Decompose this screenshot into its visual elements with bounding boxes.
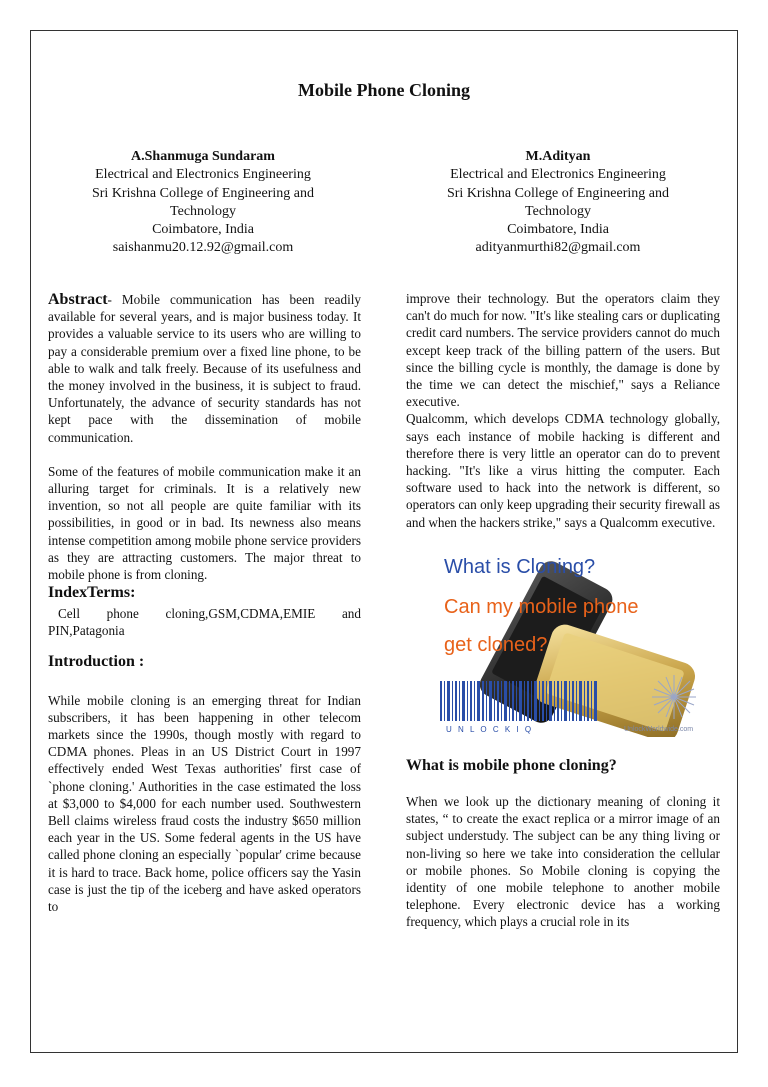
right-column-bottom: [406, 756, 720, 931]
author-dept: Electrical and Electronics Engineering: [95, 167, 311, 183]
right-paragraph-1: improve their technology. But the operators claim they can't do much for now. "It's like stealing cars or duplicating credit card numbers. The service providers cannot do much except keep track of the billing pattern of the users. But since the billing cycle is monthly, the damage is done by the time we can detect the mischief," says a Reliance executive.: [406, 291, 720, 410]
watermark-text: UnlockWorldwide.com: [624, 726, 694, 733]
index-terms-heading: IndexTerms:: [48, 584, 136, 602]
abstract-label: Abstract: [48, 291, 108, 308]
introduction-text: While mobile cloning is an emerging threat for Indian subscribers, it has been happening in other telecom markets since the 1990s, though mostly with regard to CDMA phones. Pleas in an US District Court in 1997 effectively ended West Texas authorities' first case of `phone cloning.' Authorities in the case estimated the loss at $3,000 to $4,000 for each number used. Southwestern Bell claims wireless fraud costs the industry $650 million each year in the US. Some federal agents in the US have called phone cloning an especially `popular' crime because it is hard to trace. Back home, police officers say the Yasin case is just the tip of the iceberg and have asked operators to: [48, 692, 361, 915]
abstract-text: - Mobile communication has been readily available for several years, and is major business today. It provides a valuable service to its users who are willing to pay a considerable premium over a fixed line phone, to be able to walk and talk freely. Because of its usefulness and the money involved in the business, it is subject to fraud. Unfortunately, the advance of security standards has not kept pace with the dissemination of mobile communication.: [48, 292, 361, 445]
author-college-cont: Technology: [170, 203, 236, 219]
figure-headline-3: get cloned?: [444, 634, 548, 656]
author-block-2: [413, 148, 703, 258]
what-is-text: When we look up the dictionary meaning of cloning it states, “ to create the exact replica or a mirror image of an subject understudy. The subject can be any thing living or non-living so here we take into consideration the cellular or mobile phones. So Mobile cloning is copying the identity of one mobile telephone to another mobile telephone. Every electronic device has a working frequency, which plays a crucial role in its: [406, 794, 720, 930]
author-name: A.Shanmuga Sundaram: [131, 149, 275, 164]
figure-headline-1: What is Cloning?: [444, 556, 596, 578]
cloning-illustration: [436, 551, 731, 737]
author-college: Sri Krishna College of Engineering and: [91, 185, 314, 201]
left-column: [48, 291, 361, 915]
introduction-heading: Introduction :: [48, 652, 145, 670]
author-college-cont: Technology: [525, 203, 591, 219]
author-location: Coimbatore, India: [507, 222, 609, 238]
author-dept: Electrical and Electronics Engineering: [450, 167, 666, 183]
author-email: adityanmurthi82@gmail.com: [475, 240, 641, 256]
cloning-figure: [436, 551, 731, 737]
barcode-text: U N L O C K I Q: [446, 725, 534, 734]
author-email: saishanmu20.12.92@gmail.com: [112, 240, 294, 256]
index-terms-text: Cell phone cloning,GSM,CDMA,EMIE and PIN,Patagonia: [48, 606, 361, 639]
starburst-icon: [652, 675, 696, 719]
abstract-paragraph-2: Some of the features of mobile communication make it an alluring target for criminals. It is a relatively new invention, so not all people are quite familiar with its possibilities, in good or in bad. Its newness also means intense competition among mobile phone service providers as they are attracting customers. The major threat to mobile phone is from cloning.: [48, 463, 361, 583]
abstract-paragraph: [48, 291, 361, 446]
what-is-heading: What is mobile phone cloning?: [406, 757, 617, 774]
paper-title: Mobile Phone Cloning: [297, 80, 471, 100]
author-location: Coimbatore, India: [152, 222, 254, 238]
author-college: Sri Krishna College of Engineering and: [446, 185, 669, 201]
figure-headline-2: Can my mobile phone: [444, 596, 639, 618]
right-column-top: [406, 290, 720, 531]
author-name: M.Adityan: [525, 149, 591, 164]
author-block-1: [58, 148, 348, 258]
right-paragraph-2: Qualcomm, which develops CDMA technology globally, says each instance of mobile hacking is different and therefore there is very little an operator can do to prevent hacking. "It's like a virus hitting the computer. Each software used to hack into the network is different, so operators can only keep upgrading their security firewall as and when the hackers strike," says a Qualcomm executive.: [406, 411, 720, 530]
